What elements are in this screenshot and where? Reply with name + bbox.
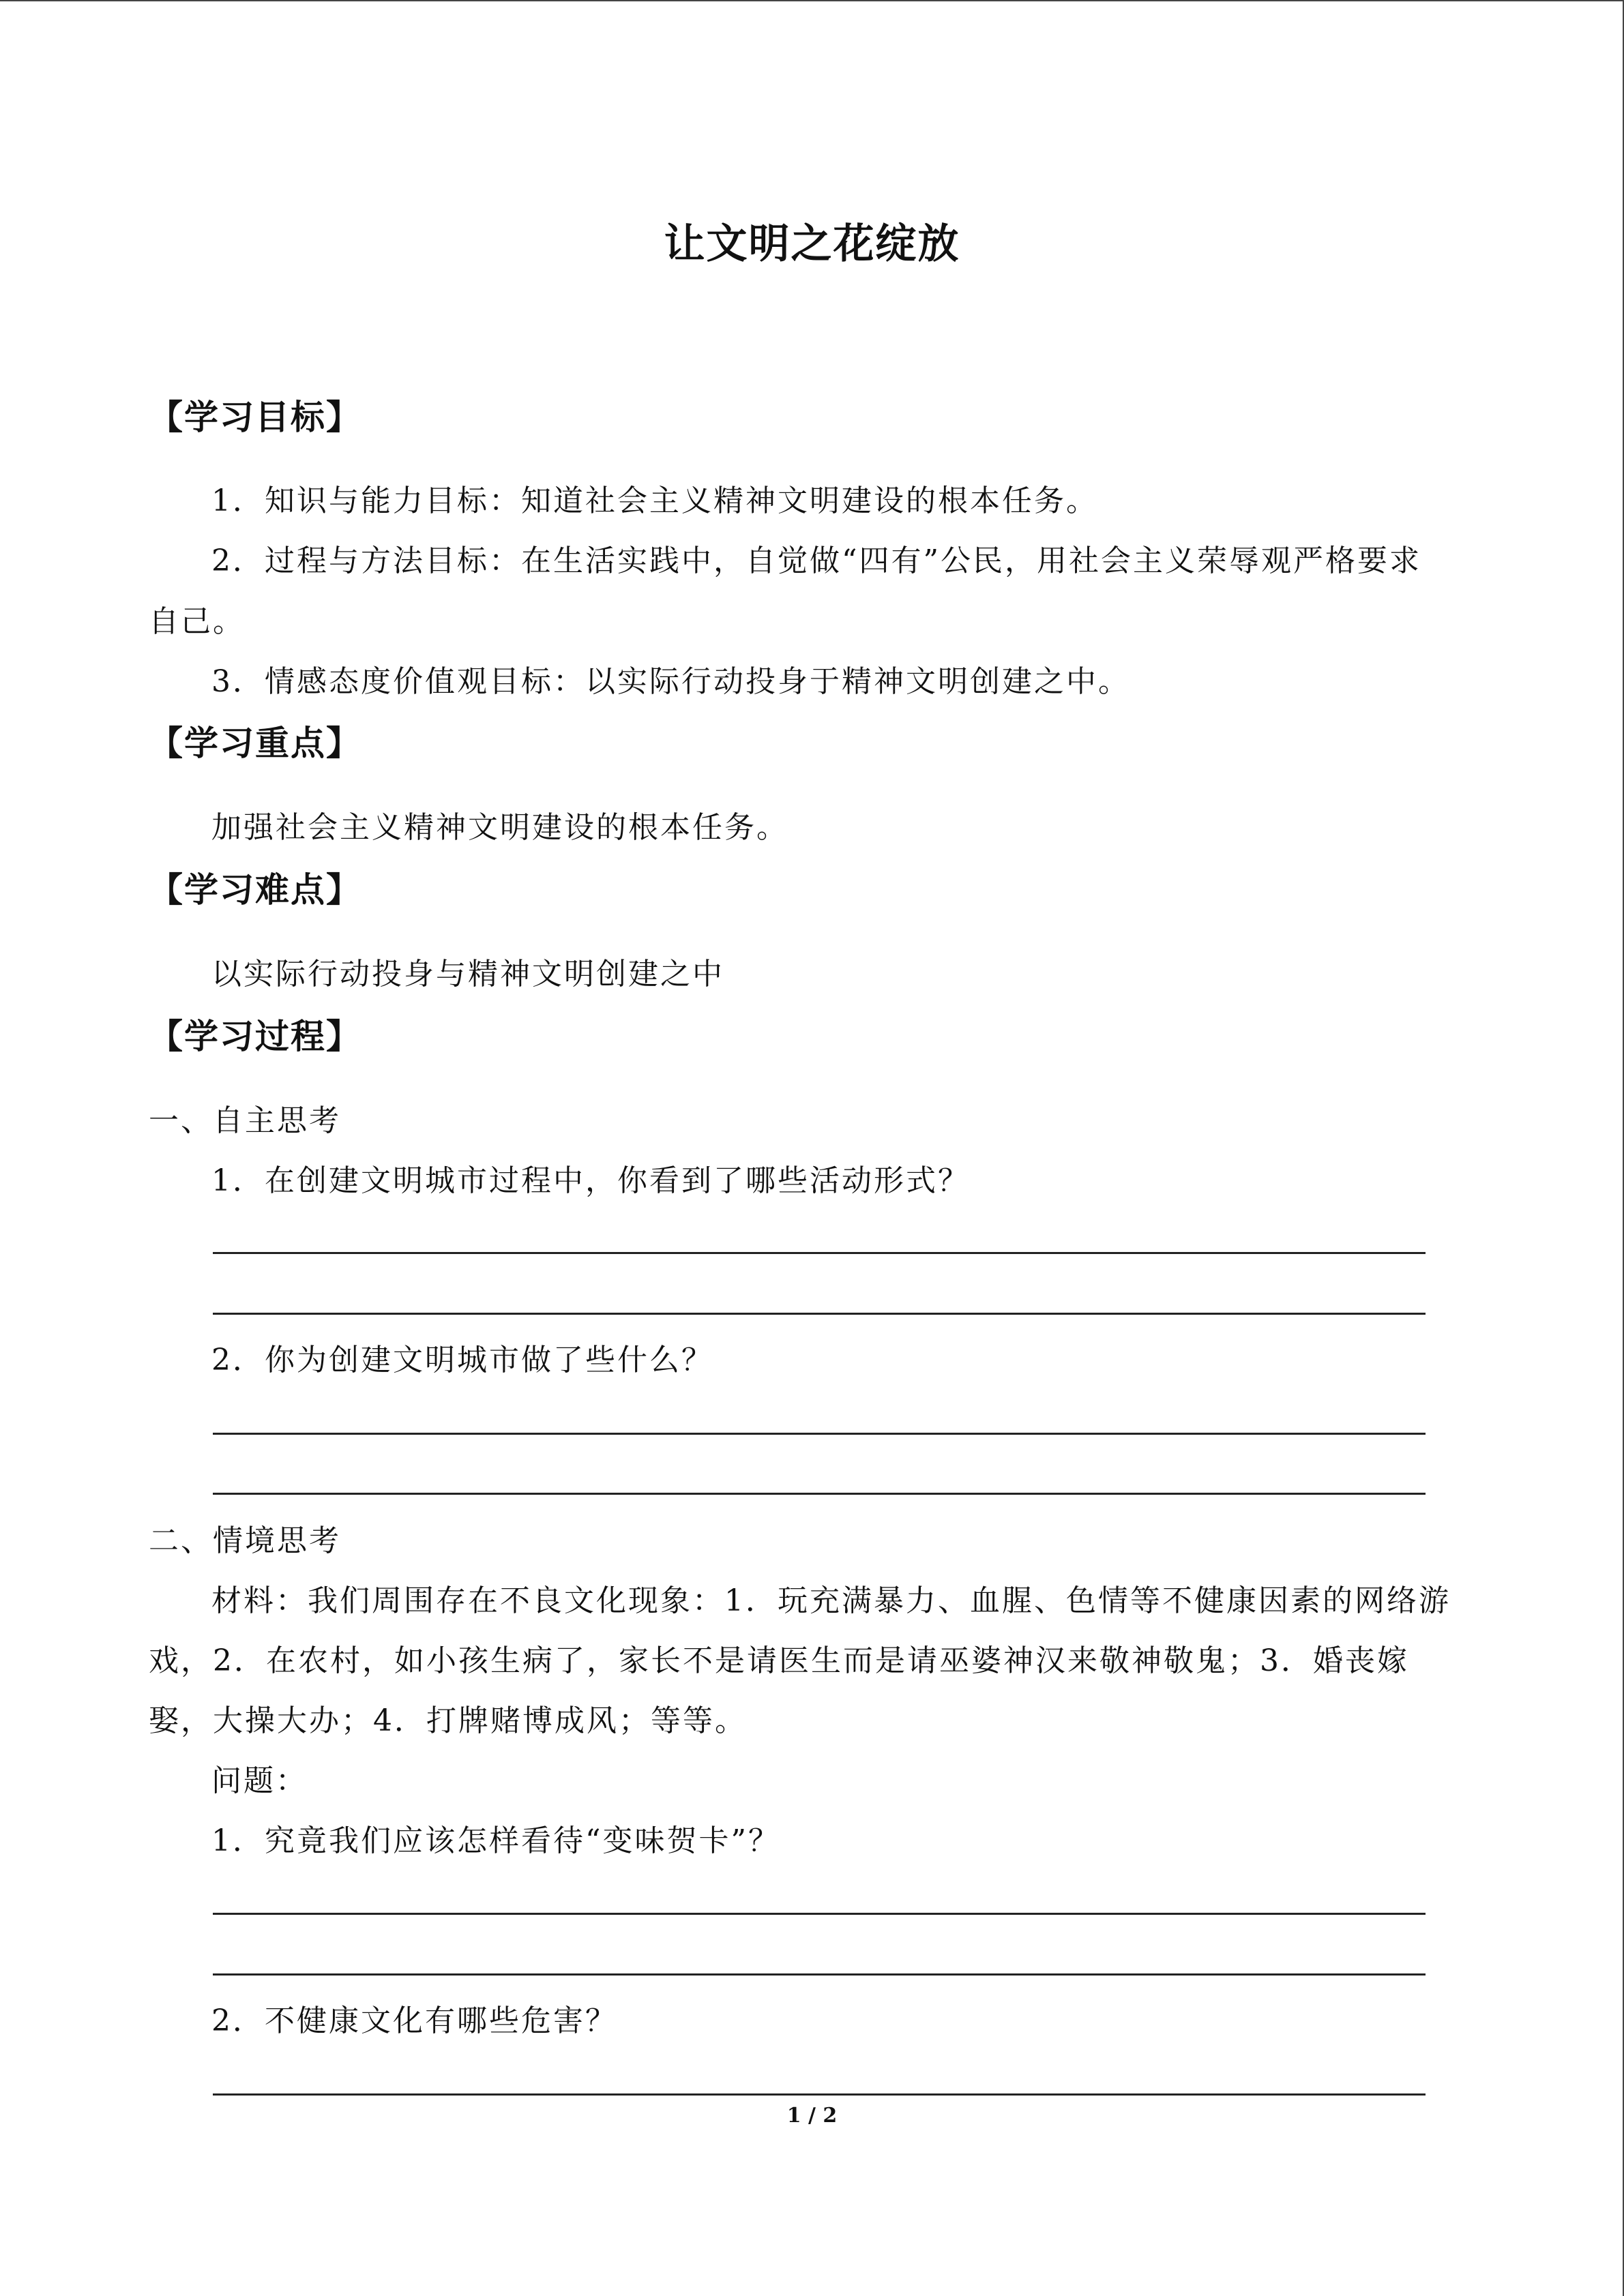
goal-item-3: 3．情感态度价值观目标：以实际行动投身于精神文明创建之中。: [211, 664, 1130, 699]
answer-line: [213, 1433, 1426, 1435]
goal-item-1: 1．知识与能力目标：知道社会主义精神文明建设的根本任务。: [211, 483, 1098, 518]
section-heading-goals: 【学习目标】: [149, 397, 361, 437]
part2-question-2: 2．不健康文化有哪些危害？: [211, 2003, 617, 2038]
answer-line: [213, 1313, 1426, 1315]
answer-line: [213, 1252, 1426, 1254]
goal-item-2: 2．过程与方法目标：在生活实践中，自觉做“四有”公民，用社会主义荣辱观严格要求: [211, 543, 1421, 578]
section-heading-process: 【学习过程】: [149, 1016, 361, 1056]
part2-question-label: 问题：: [211, 1763, 308, 1798]
answer-line: [213, 1913, 1426, 1915]
part2-material-line-1: 材料：我们周围存在不良文化现象：1．玩充满暴力、血腥、色情等不健康因素的网络游: [211, 1583, 1451, 1618]
part1-question-1: 1．在创建文明城市过程中，你看到了哪些活动形式？: [211, 1163, 970, 1198]
part2-label: 二、情境思考: [149, 1523, 341, 1558]
part1-label: 一、自主思考: [149, 1103, 341, 1138]
part2-material-line-3: 娶，大操大办；4．打牌赌博成风；等等。: [149, 1703, 747, 1738]
part2-question-1: 1．究竟我们应该怎样看待“变味贺卡”？: [211, 1823, 780, 1858]
section-heading-difficulties: 【学习难点】: [149, 869, 361, 910]
document-title: 让文明之花绽放: [664, 220, 960, 268]
part1-question-2: 2．你为创建文明城市做了些什么？: [211, 1343, 713, 1377]
answer-line: [213, 1973, 1426, 1976]
answer-line: [213, 1493, 1426, 1495]
page-number: 1 / 2: [786, 2104, 838, 2128]
key-points-text: 加强社会主义精神文明建设的根本任务。: [211, 810, 788, 845]
part2-material-line-2: 戏，2．在农村，如小孩生病了，家长不是请医生而是请巫婆神汉来敬神敬鬼；3．婚丧嫁: [149, 1643, 1409, 1678]
answer-line: [213, 2093, 1426, 2096]
difficulties-text: 以实际行动投身与精神文明创建之中: [211, 957, 724, 992]
goal-item-2-continued: 自己。: [149, 604, 245, 639]
section-heading-key-points: 【学习重点】: [149, 723, 361, 763]
